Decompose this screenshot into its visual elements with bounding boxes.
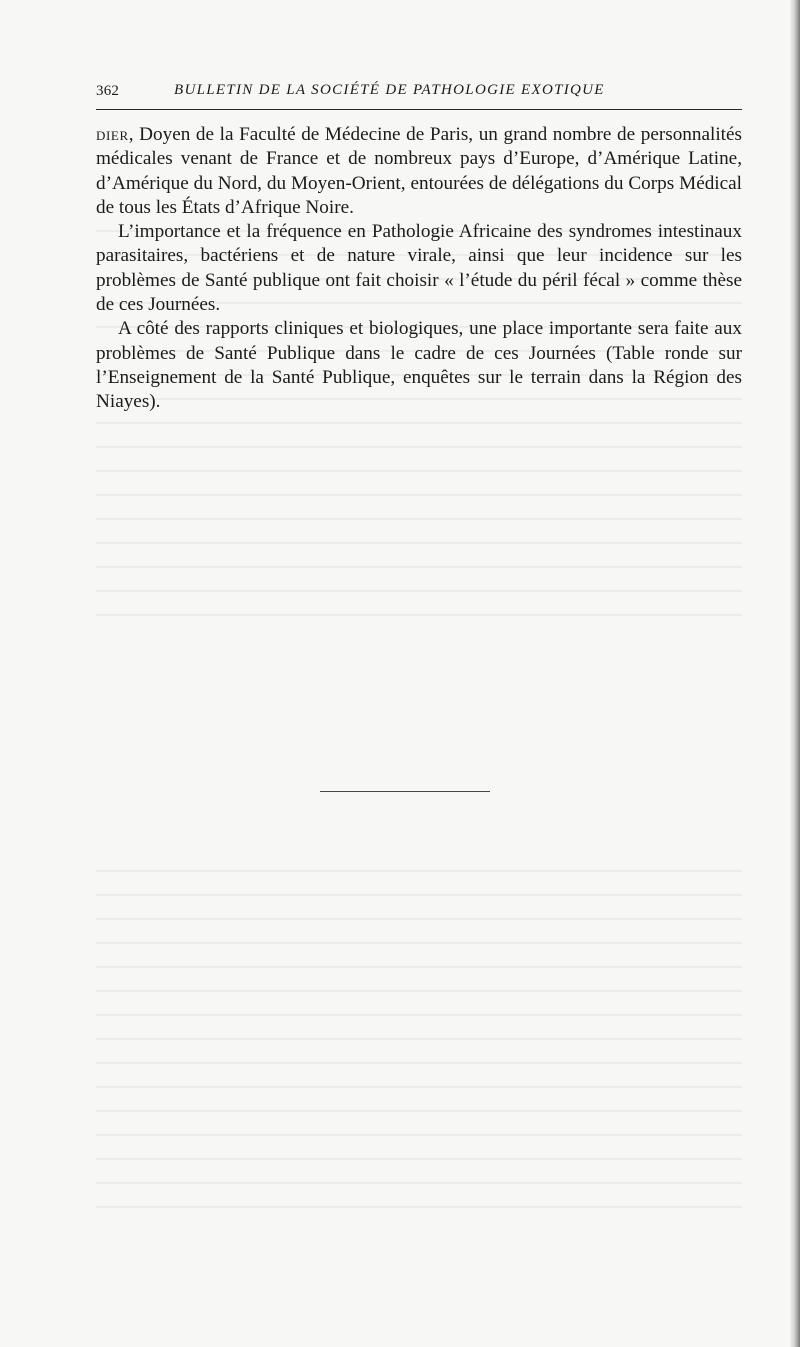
scan-edge-shadow [790, 0, 800, 1347]
show-through-texture [96, 870, 742, 1210]
running-title: BULLETIN DE LA SOCIÉTÉ DE PATHOLOGIE EXOTIQUE [174, 82, 605, 98]
paragraph-3: A côté des rapports cliniques et biologiques, une place importante sera faite aux problèmes de Santé Publique dans le cadre de ces Journées (Table ronde sur l’Enseignement de la Santé Publique, enquêtes sur le terrain dans la Région des Niayes). [96, 318, 742, 413]
author-name-ending: dier [96, 124, 129, 145]
article-body [96, 123, 742, 415]
header-rule [96, 109, 742, 110]
page-number: 362 [96, 83, 120, 99]
paragraph-2: L’importance et la fréquence en Pathologie Africaine des syndromes intestinaux parasitaires, bactériens et de nature virale, ainsi que leur incidence sur les problèmes de Santé publique ont fait choisir « l’étude du péril fécal » comme thèse de ces Journées. [96, 221, 742, 316]
page-header [96, 81, 742, 109]
paragraph-1-text: , Doyen de la Faculté de Médecine de Paris, un grand nombre de personnalités médicales venant de France et de nombreux pays d’Europe, d’Amérique Latine, d’Amérique du Nord, du Moyen-Orient, entourées de délégations du Corps Médical de tous les États d’Afrique Noire. [96, 124, 742, 218]
paragraph-1 [96, 123, 742, 220]
section-divider [320, 791, 490, 792]
